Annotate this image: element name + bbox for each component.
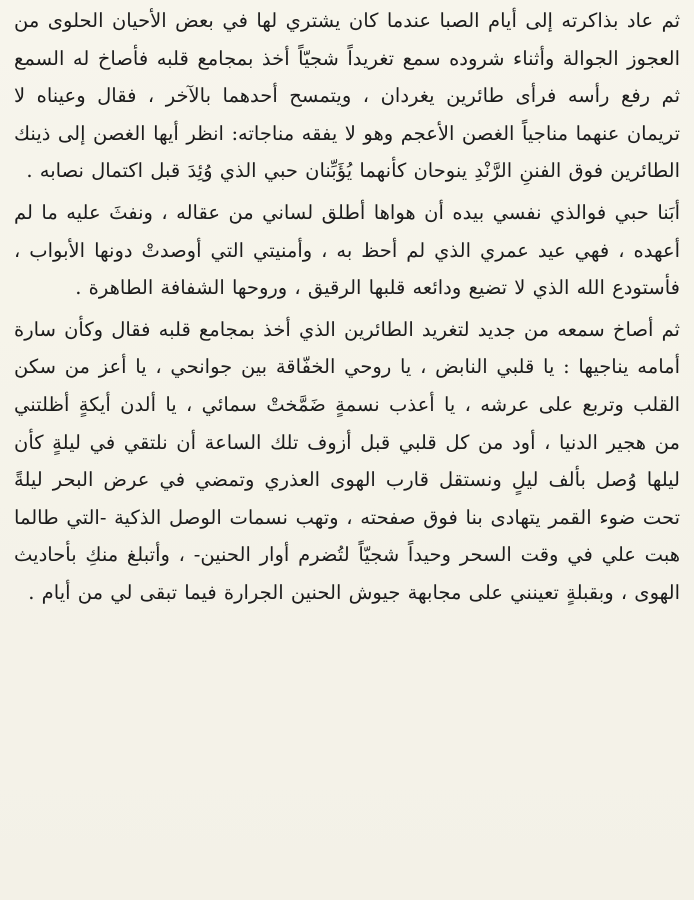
paragraph-1: ثم عاد بذاكرته إلى أيام الصبا عندما كان يشتري لها في بعض الأحيان الحلوى من العجوز الجوالة وأثناء شروده سمع تغريداً شجيّاً أخذ بمجامع قلبه فأصاخ له السمع ثم رفع رأسه فرأى طائرين يغردان ، ويتمسح أحدهما بالآخر ، فقال وعيناه لا تريمان عنهما مناجياً الغصن الأعجم وهو لا يفقه مناجاته: انظر أيها الغصن إلى ذينك الطائرين فوق الفننِ الرَّنْدِ ينوحان كأنهما يُؤَبِّنان حبي الذي وُئِدَ قبل اكتمال نصابه . — [14, 9, 680, 183]
page-text-body — [14, 2, 680, 612]
paragraph-2: أبَنا حبي فوالذي نفسي بيده أن هواها أطلق لساني من عقاله ، ونفثَ عليه ما لم أعهده ، فهي عيد عمري الذي لم أحظ به ، وأمنيتي التي أوصدتْ دونها الأبواب ، فأستودع الله الذي لا تضيع ودائعه قلبها الرقيق ، وروحها الشفافة الطاهرة . — [14, 200, 680, 300]
paragraph-3: ثم أصاخ سمعه من جديد لتغريد الطائرين الذي أخذ بمجامع قلبه فقال وكأن سارة أمامه يناجيها : يا قلبي النابض ، يا روحي الخفّاقة بين جوانحي ، يا أعز من سكن القلب وتربع على عرشه ، يا أعذب نسمةٍ ضَمَّختْ سمائي ، يا ألدن أيكةٍ أظلتني من هجير الدنيا ، أود من كل قلبي قبل أزوف تلك الساعة أن نلتقي في ليلةٍ كأن ليلها وُصل بألف ليلٍ ونستقل قارب الهوى العذري وتمضي في عرض البحر ليلةً تحت ضوء القمر يتهادى بنا فوق صفحته ، وتهب نسمات الوصل الذكية -التي طالما هبت علي في وقت السحر وحيداً شجيّاً لتُضرم أوار الحنين- ، وأتبلغ منكِ بأحاديث الهوى ، وبقبلةٍ تعينني على مجابهة جيوش الحنين الجرارة فيما تبقى لي من أيام . — [14, 317, 680, 604]
